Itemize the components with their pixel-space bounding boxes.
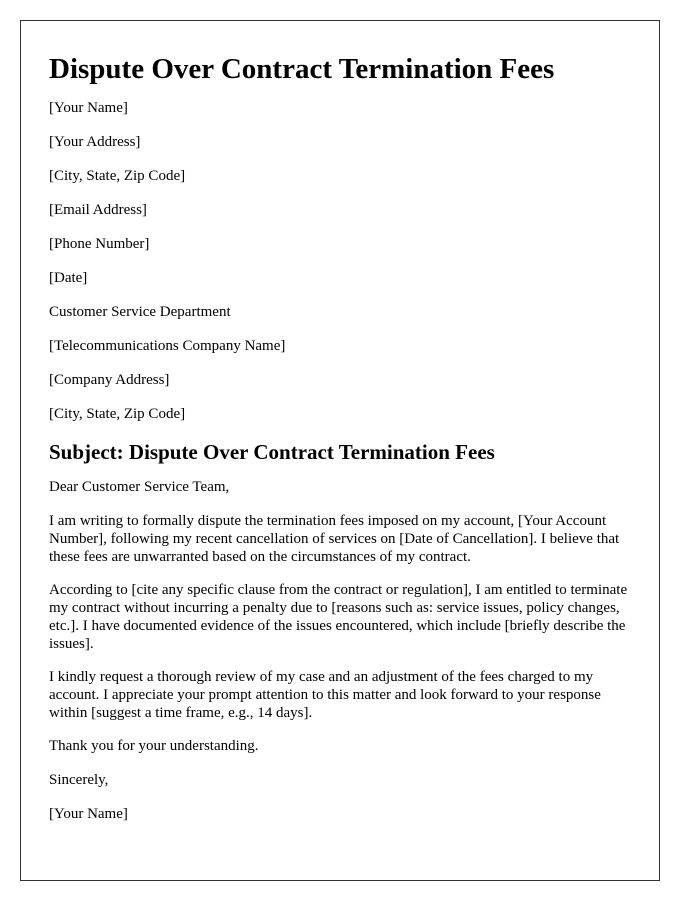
sender-name: [Your Name] [49, 100, 128, 116]
recipient-city-state-zip: [City, State, Zip Code] [49, 406, 186, 422]
thanks-line: Thank you for your understanding. [49, 738, 259, 754]
body-paragraph: I kindly request a thorough review of my case and an adjustment of the fees charged to my account. I appreciate your prompt attention to this matter and look forward to your response within [suggest a time frame, e.g., 14 days]. [49, 669, 601, 721]
sender-address: [Your Address] [49, 134, 141, 150]
sender-email: [Email Address] [49, 202, 147, 218]
signature-name: [Your Name] [49, 806, 128, 822]
body-paragraph: I am writing to formally dispute the termination fees imposed on my account, [Your Account Number], following my recent cancellation of services on [Date of Cancellation]. I believe that these fees are unwarranted based on the circumstances of my contract. [49, 513, 620, 565]
letter-subject: Subject: Dispute Over Contract Termination Fees [49, 440, 495, 464]
recipient-department: Customer Service Department [49, 304, 231, 320]
salutation: Dear Customer Service Team, [49, 479, 230, 495]
letter-body [49, 478, 631, 823]
recipient-company: [Telecommunications Company Name] [49, 338, 286, 354]
sender-phone: [Phone Number] [49, 236, 150, 252]
recipient-address: [Company Address] [49, 372, 170, 388]
letter-page [20, 20, 660, 881]
closing: Sincerely, [49, 772, 109, 788]
sender-city-state-zip: [City, State, Zip Code] [49, 168, 186, 184]
sender-block [49, 99, 631, 287]
letter-title: Dispute Over Contract Termination Fees [49, 53, 555, 85]
body-paragraph: According to [cite any specific clause from the contract or regulation], I am entitled to terminate my contract without incurring a penalty due to [reasons such as: service issues, policy changes, etc.]. I have documented evidence of the issues encountered, which include [briefly describe the issues]. [49, 582, 628, 652]
letter-date: [Date] [49, 270, 88, 286]
recipient-block [49, 303, 631, 423]
